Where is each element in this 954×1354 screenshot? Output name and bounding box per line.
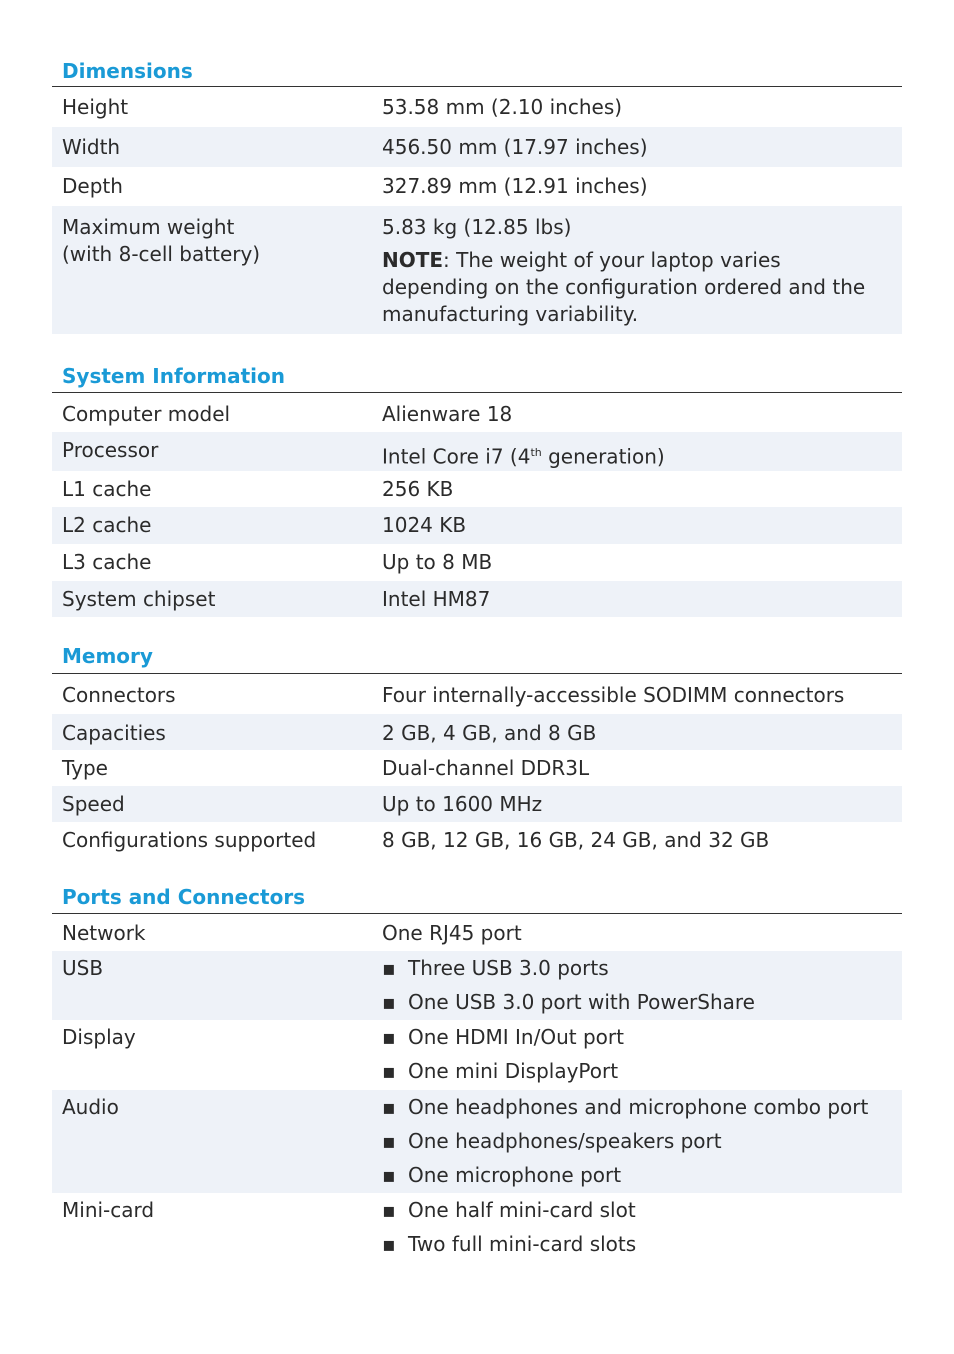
- table-row: [52, 544, 902, 581]
- list-item-text: One HDMI In/Out port: [408, 1025, 624, 1049]
- list-item-text: One microphone port: [408, 1163, 622, 1187]
- weight-label-line-1: Maximum weight: [62, 215, 235, 239]
- bullet-icon: ▪: [382, 1025, 396, 1049]
- row-label: Display: [62, 1025, 136, 1049]
- bullet-icon: ▪: [382, 1059, 396, 1083]
- dimensions-section: [52, 56, 902, 334]
- list-item-text: One mini DisplayPort: [408, 1059, 619, 1083]
- table-row: [52, 822, 902, 858]
- bullet-icon: ▪: [382, 1095, 396, 1119]
- row-value: [382, 951, 902, 1020]
- row-value: Alienware 18: [382, 402, 513, 426]
- list-item-text: One headphones and microphone combo port: [408, 1095, 869, 1119]
- table-row: [52, 750, 902, 786]
- row-label: L3 cache: [62, 550, 152, 574]
- table-row: [52, 471, 902, 507]
- weight-note: [382, 247, 888, 328]
- row-value: Dual-channel DDR3L: [382, 756, 590, 780]
- list-item-text: One headphones/speakers port: [408, 1129, 722, 1153]
- table-row: [52, 1020, 902, 1090]
- bullet-icon: ▪: [382, 1129, 396, 1153]
- table-row: [52, 87, 902, 127]
- weight-value: 5.83 kg (12.85 lbs): [382, 215, 572, 239]
- list-item-text: Three USB 3.0 ports: [408, 956, 609, 980]
- row-label: Mini-card: [62, 1198, 155, 1222]
- table-row: [52, 432, 902, 471]
- row-label: L2 cache: [62, 513, 152, 537]
- list-item-text: Two full mini-card slots: [408, 1232, 637, 1256]
- row-value: 8 GB, 12 GB, 16 GB, 24 GB, and 32 GB: [382, 828, 770, 852]
- list-item: [382, 1193, 902, 1227]
- row-value: Intel HM87: [382, 587, 491, 611]
- list-item: [382, 1054, 902, 1088]
- section-title-system-information: System Information: [52, 361, 902, 393]
- table-row: [52, 393, 902, 432]
- list-item: [382, 951, 902, 985]
- row-label: Speed: [62, 792, 125, 816]
- note-text: : The weight of your laptop varies depending on the configuration ordered and the manufacturing variability.: [382, 248, 866, 326]
- bullet-icon: ▪: [382, 990, 396, 1014]
- processor-superscript: th: [530, 446, 542, 459]
- list-item: [382, 1124, 902, 1158]
- processor-prefix: Intel Core i7 (4: [382, 444, 531, 469]
- bullet-icon: ▪: [382, 1198, 396, 1222]
- row-value: Four internally-accessible SODIMM connectors: [382, 683, 845, 707]
- row-value: [382, 214, 902, 334]
- table-row: [52, 1193, 902, 1265]
- row-label: Capacities: [62, 721, 166, 745]
- weight-label-line-2: (with 8-cell battery): [62, 242, 261, 266]
- table-row: [52, 951, 902, 1020]
- row-value: 327.89 mm (12.91 inches): [382, 174, 648, 198]
- row-value: [382, 1020, 902, 1090]
- list-item: [382, 985, 902, 1019]
- table-row: [52, 714, 902, 750]
- table-row: [52, 674, 902, 714]
- section-title-memory: Memory: [52, 641, 902, 674]
- system-information-section: [52, 361, 902, 617]
- row-value: 456.50 mm (17.97 inches): [382, 135, 648, 159]
- row-value: Up to 1600 MHz: [382, 792, 543, 816]
- row-value: [382, 432, 902, 471]
- memory-section: [52, 641, 902, 858]
- row-value: 53.58 mm (2.10 inches): [382, 95, 623, 119]
- row-label: System chipset: [62, 587, 216, 611]
- section-title-dimensions: Dimensions: [52, 56, 902, 87]
- table-row: [52, 167, 902, 206]
- row-value: [382, 1193, 902, 1265]
- row-label: Network: [62, 921, 146, 945]
- list-item: [382, 1090, 902, 1124]
- row-value: 2 GB, 4 GB, and 8 GB: [382, 721, 597, 745]
- row-value: 1024 KB: [382, 513, 467, 537]
- row-label: Processor: [62, 438, 159, 462]
- row-value: 256 KB: [382, 477, 454, 501]
- bullet-icon: ▪: [382, 956, 396, 980]
- row-label: [52, 214, 382, 334]
- table-row: [52, 1090, 902, 1193]
- list-item: [382, 1227, 902, 1261]
- row-label: Height: [62, 95, 129, 119]
- table-row: [52, 507, 902, 544]
- row-label: Type: [62, 756, 108, 780]
- table-row: [52, 581, 902, 617]
- list-item-text: One USB 3.0 port with PowerShare: [408, 990, 755, 1014]
- note-label: NOTE: [382, 248, 444, 272]
- row-label: Width: [62, 135, 121, 159]
- table-row: [52, 127, 902, 167]
- list-item: [382, 1020, 902, 1054]
- row-value: [382, 1090, 902, 1193]
- row-label: Computer model: [62, 402, 231, 426]
- row-value: Up to 8 MB: [382, 550, 493, 574]
- bullet-icon: ▪: [382, 1163, 396, 1187]
- row-label: L1 cache: [62, 477, 152, 501]
- section-title-ports-connectors: Ports and Connectors: [52, 882, 902, 914]
- table-row: [52, 786, 902, 822]
- bullet-icon: ▪: [382, 1232, 396, 1256]
- ports-connectors-section: [52, 882, 902, 1265]
- processor-suffix: generation): [541, 444, 665, 469]
- row-label: USB: [62, 956, 104, 980]
- table-row: [52, 914, 902, 951]
- list-item: [382, 1158, 902, 1192]
- row-label: Depth: [62, 174, 123, 198]
- row-label: Configurations supported: [62, 828, 317, 852]
- table-row: [52, 206, 902, 334]
- row-value: One RJ45 port: [382, 921, 522, 945]
- row-label: Audio: [62, 1095, 119, 1119]
- row-label: Connectors: [62, 683, 176, 707]
- list-item-text: One half mini-card slot: [408, 1198, 636, 1222]
